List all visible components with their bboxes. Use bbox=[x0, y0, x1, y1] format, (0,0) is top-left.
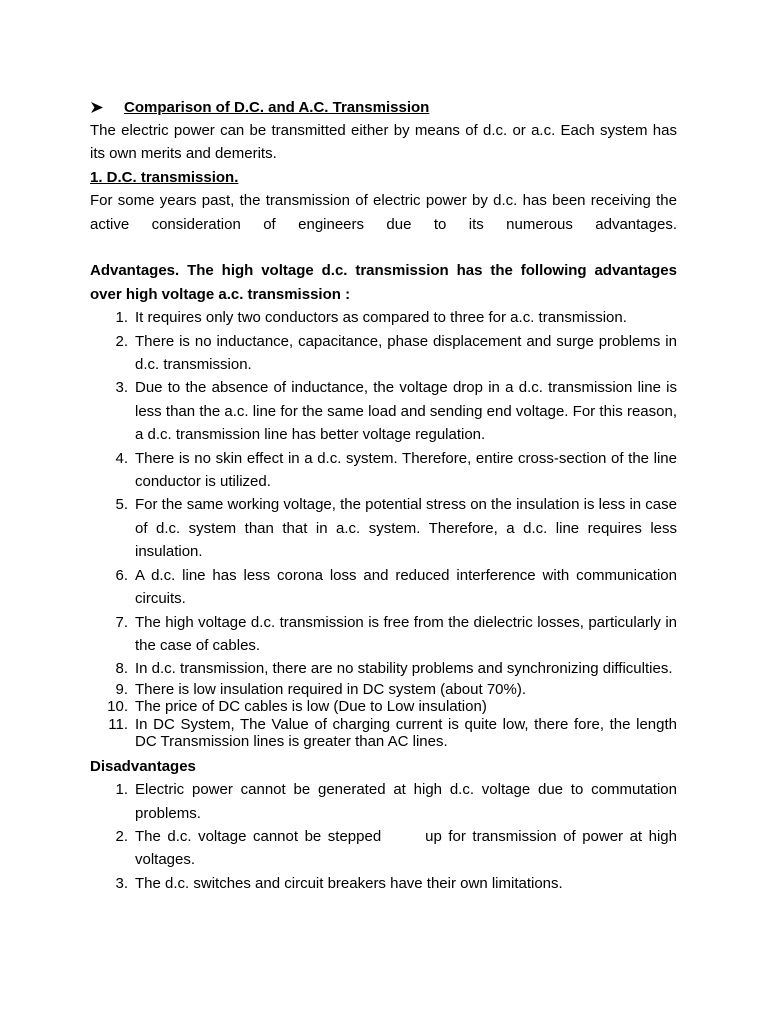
disadvantages-list bbox=[90, 778, 677, 895]
list-number: 1. bbox=[115, 309, 128, 327]
list-text: Electric power cannot be generated at high d.c. voltage due to commutation problems. bbox=[135, 781, 677, 822]
list-text: There is low insulation required in DC system (about 70%). bbox=[135, 680, 527, 698]
list-item bbox=[90, 447, 677, 494]
advantages-intro: Advantages. The high voltage d.c. transmission has the following advantages over high voltage a.c. transmission : bbox=[90, 262, 677, 303]
list-item bbox=[90, 493, 677, 563]
list-item bbox=[90, 611, 677, 658]
intro-paragraph: The electric power can be transmitted either by means of d.c. or a.c. Each system has its own merits and demerits. bbox=[90, 122, 677, 163]
list-text: The d.c. switches and circuit breakers have their own limitations. bbox=[135, 874, 563, 892]
document-page bbox=[90, 96, 677, 895]
list-item bbox=[90, 681, 677, 699]
list-item bbox=[90, 330, 677, 377]
list-item bbox=[90, 657, 677, 680]
list-number: 9. bbox=[115, 680, 128, 698]
list-text bbox=[135, 825, 677, 872]
list-number: 5. bbox=[115, 496, 128, 514]
list-item bbox=[90, 306, 677, 329]
arrow-bullet-icon bbox=[90, 96, 124, 119]
list-text: Due to the absence of inductance, the voltage drop in a d.c. transmission line is less than the a.c. line for the same load and sending end voltage. For this reason, a d.c. transmission line has better voltage regulation. bbox=[135, 379, 677, 444]
list-number: 1. bbox=[115, 781, 128, 799]
list-number: 2. bbox=[115, 827, 128, 845]
list-item bbox=[90, 825, 677, 872]
list-text: In DC System, The Value of charging current is quite low, there fore, the length DC Transmission lines is greater than AC lines. bbox=[135, 715, 677, 751]
dc-transmission-paragraph: For some years past, the transmission of electric power by d.c. has been receiving the active consideration of engineers due to its numerous advantages. bbox=[90, 192, 677, 233]
list-text: The high voltage d.c. transmission is free from the dielectric losses, particularly in the case of cables. bbox=[135, 613, 677, 654]
list-item bbox=[90, 564, 677, 611]
list-text: The price of DC cables is low (Due to Low insulation) bbox=[135, 698, 487, 716]
list-number: 7. bbox=[115, 613, 128, 631]
list-text: There is no skin effect in a d.c. system. Therefore, entire cross-section of the line conductor is utilized. bbox=[135, 449, 677, 491]
blank-line bbox=[90, 236, 677, 259]
list-text: It requires only two conductors as compared to three for a.c. transmission. bbox=[135, 309, 627, 327]
list-text-part: The d.c. voltage cannot be stepped bbox=[135, 827, 382, 845]
page-title: Comparison of D.C. and A.C. Transmission bbox=[124, 99, 430, 116]
list-text: A d.c. line has less corona loss and reduced interference with communication circuits. bbox=[135, 566, 677, 608]
disadvantages-heading: Disadvantages bbox=[90, 757, 196, 775]
list-number: 11. bbox=[108, 715, 128, 733]
list-text-part: up for transmission of power at high voltages. bbox=[135, 827, 677, 869]
list-item bbox=[90, 698, 677, 716]
list-text: For the same working voltage, the potential stress on the insulation is less in case of d.c. system than that in a.c. system. Therefore, a d.c. line requires less insulation. bbox=[135, 496, 677, 561]
list-number: 10. bbox=[107, 698, 128, 716]
list-item bbox=[90, 716, 677, 751]
list-number: 6. bbox=[115, 566, 128, 584]
list-number: 2. bbox=[115, 332, 128, 350]
list-text: There is no inductance, capacitance, phase displacement and surge problems in d.c. transmission. bbox=[135, 332, 677, 374]
list-number: 8. bbox=[115, 660, 128, 678]
list-number: 4. bbox=[115, 449, 128, 467]
list-text: In d.c. transmission, there are no stability problems and synchronizing difficulties. bbox=[135, 660, 673, 678]
list-item bbox=[90, 872, 677, 895]
list-number: 3. bbox=[115, 874, 128, 892]
list-number: 3. bbox=[115, 379, 128, 397]
dc-transmission-heading: 1. D.C. transmission. bbox=[90, 168, 239, 186]
list-item bbox=[90, 778, 677, 825]
advantages-list bbox=[90, 306, 677, 751]
list-item bbox=[90, 376, 677, 446]
section-heading bbox=[90, 96, 677, 119]
